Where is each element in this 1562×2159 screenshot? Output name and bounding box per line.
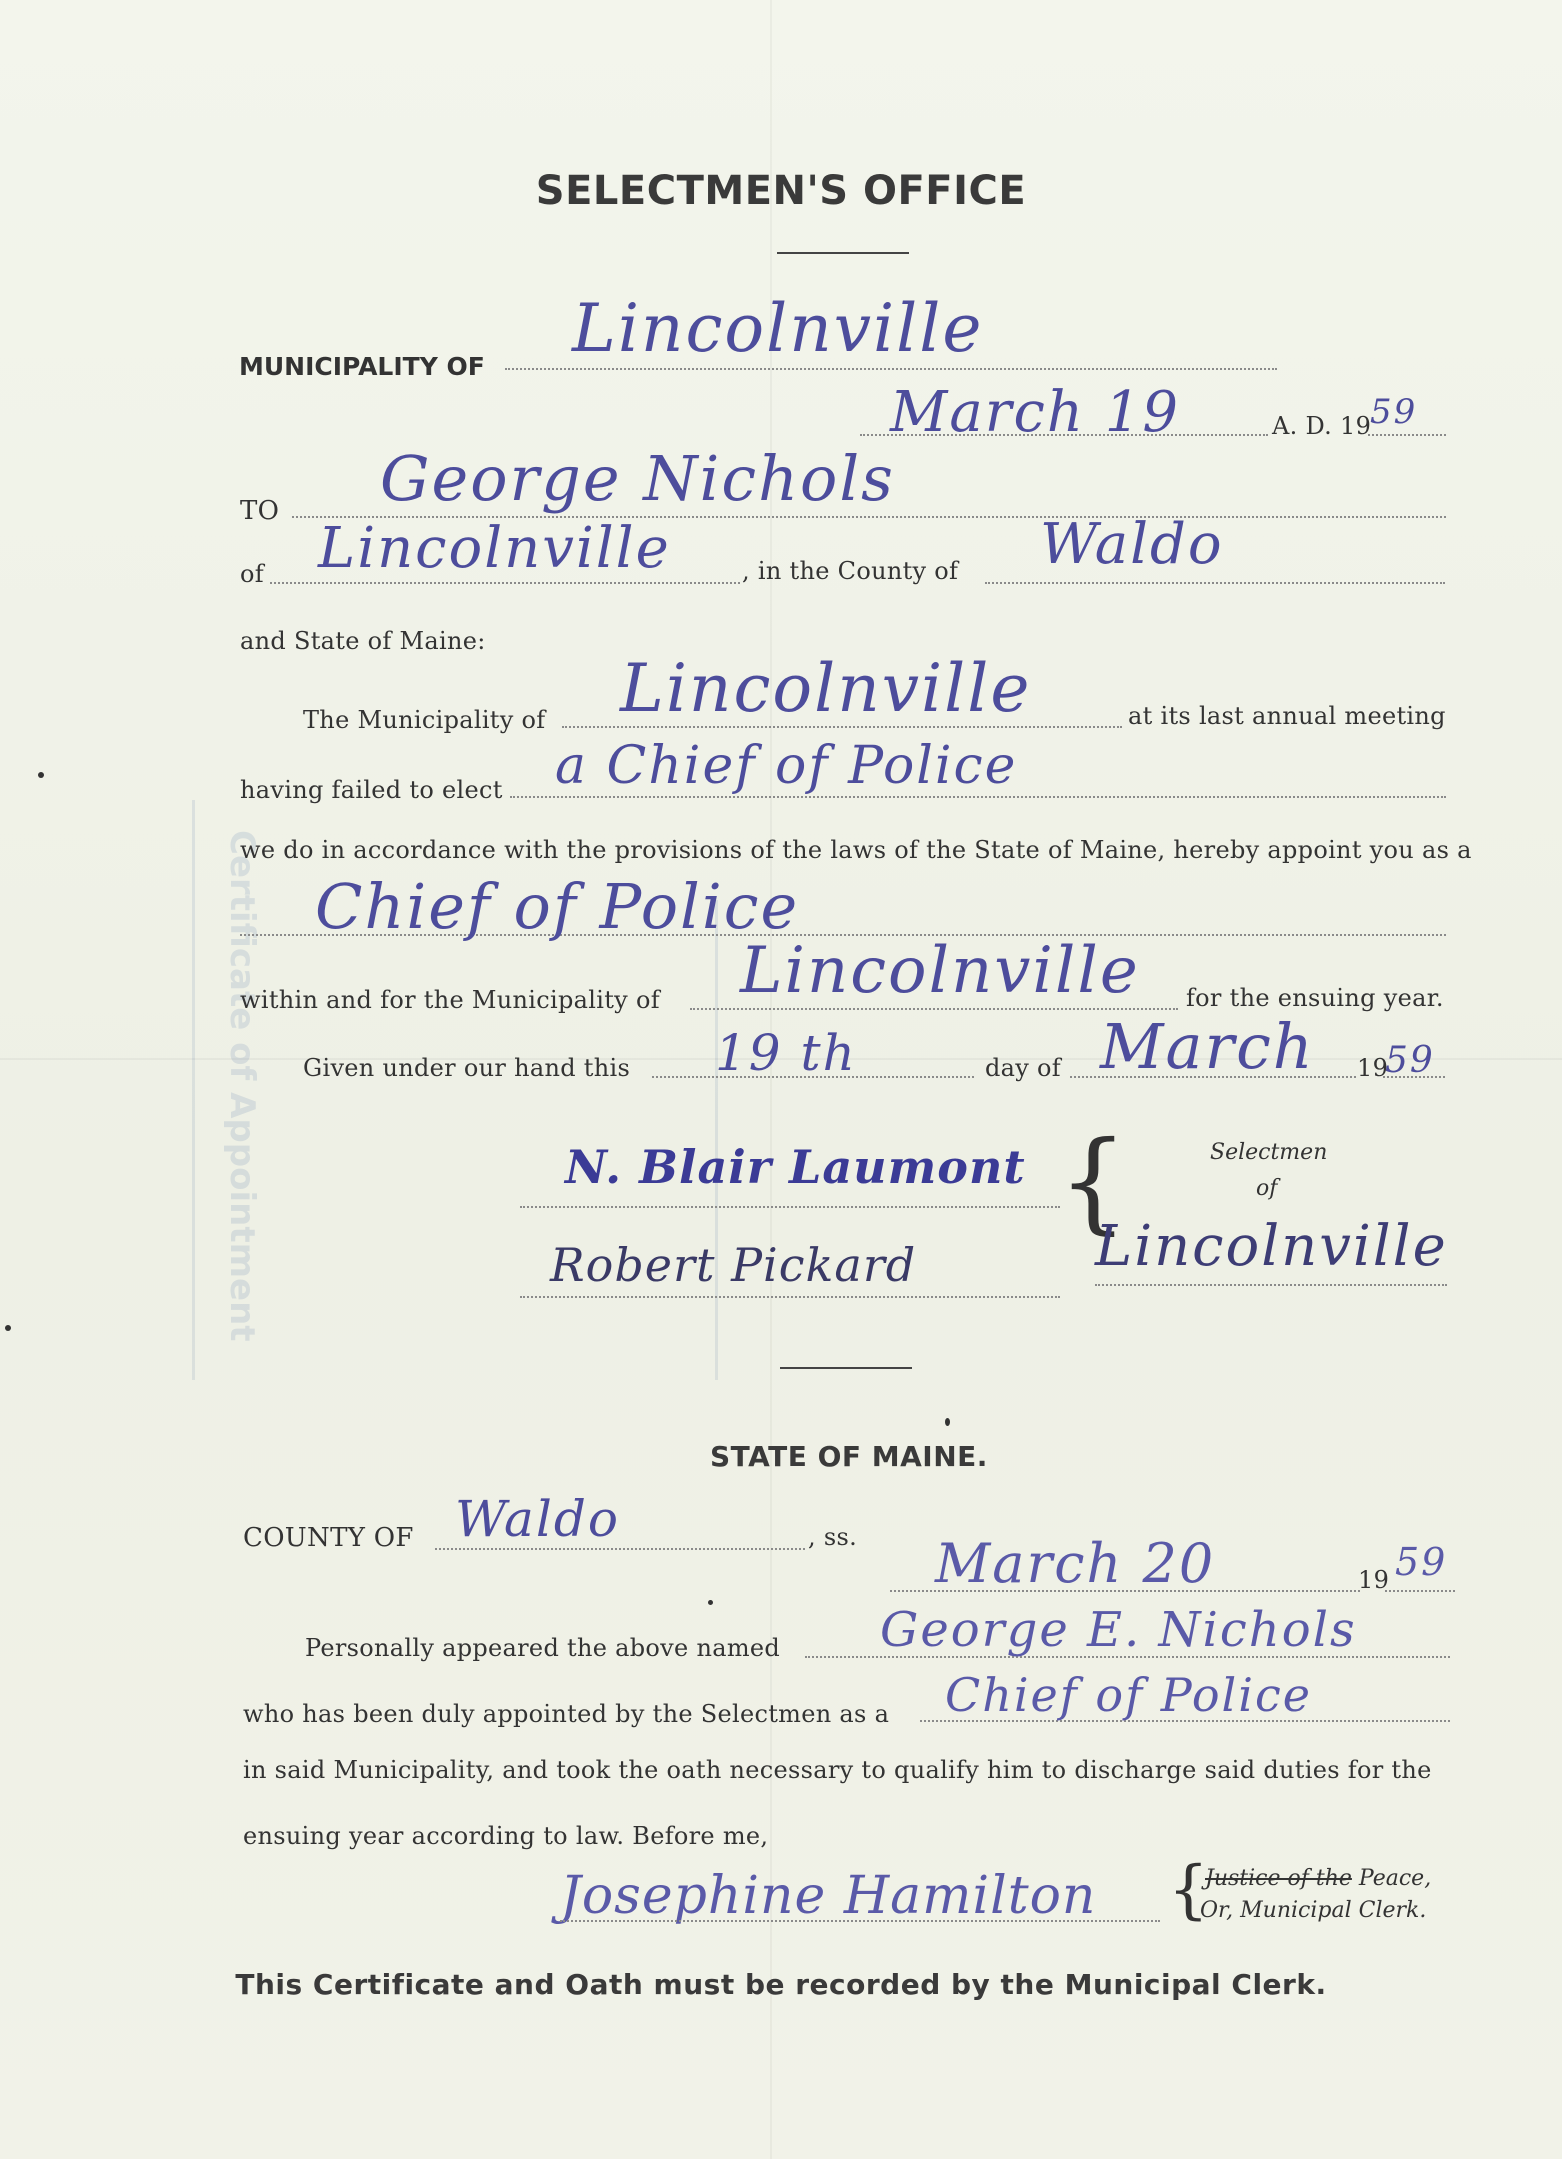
oath-text-line2: ensuing year according to law. Before me, <box>243 1822 769 1850</box>
oath-year-prefix: 19 <box>1358 1566 1390 1594</box>
appeared-name: George E. Nichols <box>880 1602 1357 1658</box>
within-label-end: for the ensuing year. <box>1186 984 1444 1012</box>
oath-text-line1: in said Municipality, and took the oath necessary to qualify him to discharge said duties for the <box>243 1756 1432 1784</box>
ad-year-handwritten: 59 <box>1370 392 1418 432</box>
appointed-office-oath: Chief of Police <box>945 1668 1312 1722</box>
county-of-label: COUNTY OF <box>243 1523 414 1553</box>
municipality-field-line <box>505 368 1277 370</box>
paper-speck <box>38 772 44 778</box>
clerk-signature-line <box>560 1920 1160 1922</box>
appointed-label: who has been duly appointed by the Selectmen as a <box>243 1700 890 1728</box>
appointee-name: George Nichols <box>380 442 895 515</box>
title-divider <box>777 252 909 254</box>
section-divider <box>780 1367 912 1369</box>
selectman-signature-line-2 <box>520 1296 1060 1298</box>
municipality-value: Lincolnville <box>572 290 984 367</box>
failed-office: a Chief of Police <box>555 736 1018 796</box>
appointed-office: Chief of Police <box>315 870 800 943</box>
given-month: March <box>1100 1010 1315 1083</box>
paper-speck <box>708 1600 713 1605</box>
paper-speck <box>945 1418 950 1426</box>
county-label: , in the County of <box>742 557 959 585</box>
selectmen-town-field-line <box>1095 1284 1447 1286</box>
selectmen-label: Selectmen <box>1210 1140 1328 1165</box>
appeared-label: Personally appeared the above named <box>305 1634 781 1662</box>
appointment-date: March 19 <box>890 380 1180 445</box>
failed-label: having failed to elect <box>240 776 503 804</box>
clerk-brace: { <box>1168 1853 1209 1927</box>
day-of-label: day of <box>985 1054 1061 1082</box>
county-field-line <box>985 582 1445 584</box>
clerk-title-line1 <box>1205 1866 1431 1891</box>
of-label: of <box>240 560 264 588</box>
given-year-field-line <box>1383 1076 1445 1078</box>
selectmen-brace: { <box>1058 1117 1128 1245</box>
clerk-signature: Josephine Hamilton <box>560 1866 1097 1926</box>
to-label: TO <box>240 496 280 526</box>
bleed-through-text: Certificate of Appointment <box>222 830 262 1342</box>
meeting-label-end: at its last annual meeting <box>1128 702 1446 730</box>
selectman-signature-line-1 <box>520 1206 1060 1208</box>
oath-year-handwritten: 59 <box>1395 1540 1448 1584</box>
oath-county: Waldo <box>455 1490 620 1548</box>
failed-field-line <box>510 796 1446 798</box>
within-municipality: Lincolnville <box>740 934 1140 1008</box>
meeting-municipality: Lincolnville <box>620 650 1032 727</box>
selectmen-of-label: of <box>1256 1176 1278 1201</box>
provision-text: we do in accordance with the provisions of the laws of the State of Maine, hereby appoint you as a <box>240 836 1472 864</box>
clerk-title-struck: Justice of the <box>1205 1866 1352 1891</box>
clerk-title-rest: Peace, <box>1351 1866 1432 1891</box>
oath-year-field-line <box>1385 1590 1455 1592</box>
selectman-signature-1: N. Blair Laumont <box>565 1140 1026 1194</box>
year-field-line <box>1368 434 1446 436</box>
given-label: Given under our hand this <box>303 1054 631 1082</box>
appointee-county: Waldo <box>1040 512 1224 577</box>
state-section-title: STATE OF MAINE. <box>710 1440 988 1473</box>
oath-date: March 20 <box>935 1532 1216 1595</box>
meeting-label-start: The Municipality of <box>303 706 546 734</box>
oath-county-field-line <box>435 1548 805 1550</box>
given-year-handwritten: 59 <box>1385 1040 1435 1081</box>
document-title: SELECTMEN'S OFFICE <box>535 168 1027 214</box>
given-day: 19 th <box>715 1024 857 1082</box>
clerk-title-line2: Or, Municipal Clerk. <box>1200 1898 1427 1923</box>
appointee-town: Lincolnville <box>318 516 671 581</box>
state-label: and State of Maine: <box>240 627 486 655</box>
municipality-label: MUNICIPALITY OF <box>239 352 485 381</box>
within-label-start: within and for the Municipality of <box>240 986 660 1014</box>
given-year-prefix: 19 <box>1357 1054 1389 1082</box>
selectman-signature-2: Robert Pickard <box>550 1238 917 1292</box>
selectmen-town: Lincolnville <box>1095 1214 1448 1279</box>
footer-notice: This Certificate and Oath must be recorded by the Municipal Clerk. <box>235 1968 1327 2001</box>
paper-speck <box>5 1325 11 1331</box>
bleed-through-border <box>192 800 195 1380</box>
ss-label: , ss. <box>808 1523 858 1551</box>
of-field-line <box>270 582 740 584</box>
ad-label: A. D. 19 <box>1272 412 1372 440</box>
